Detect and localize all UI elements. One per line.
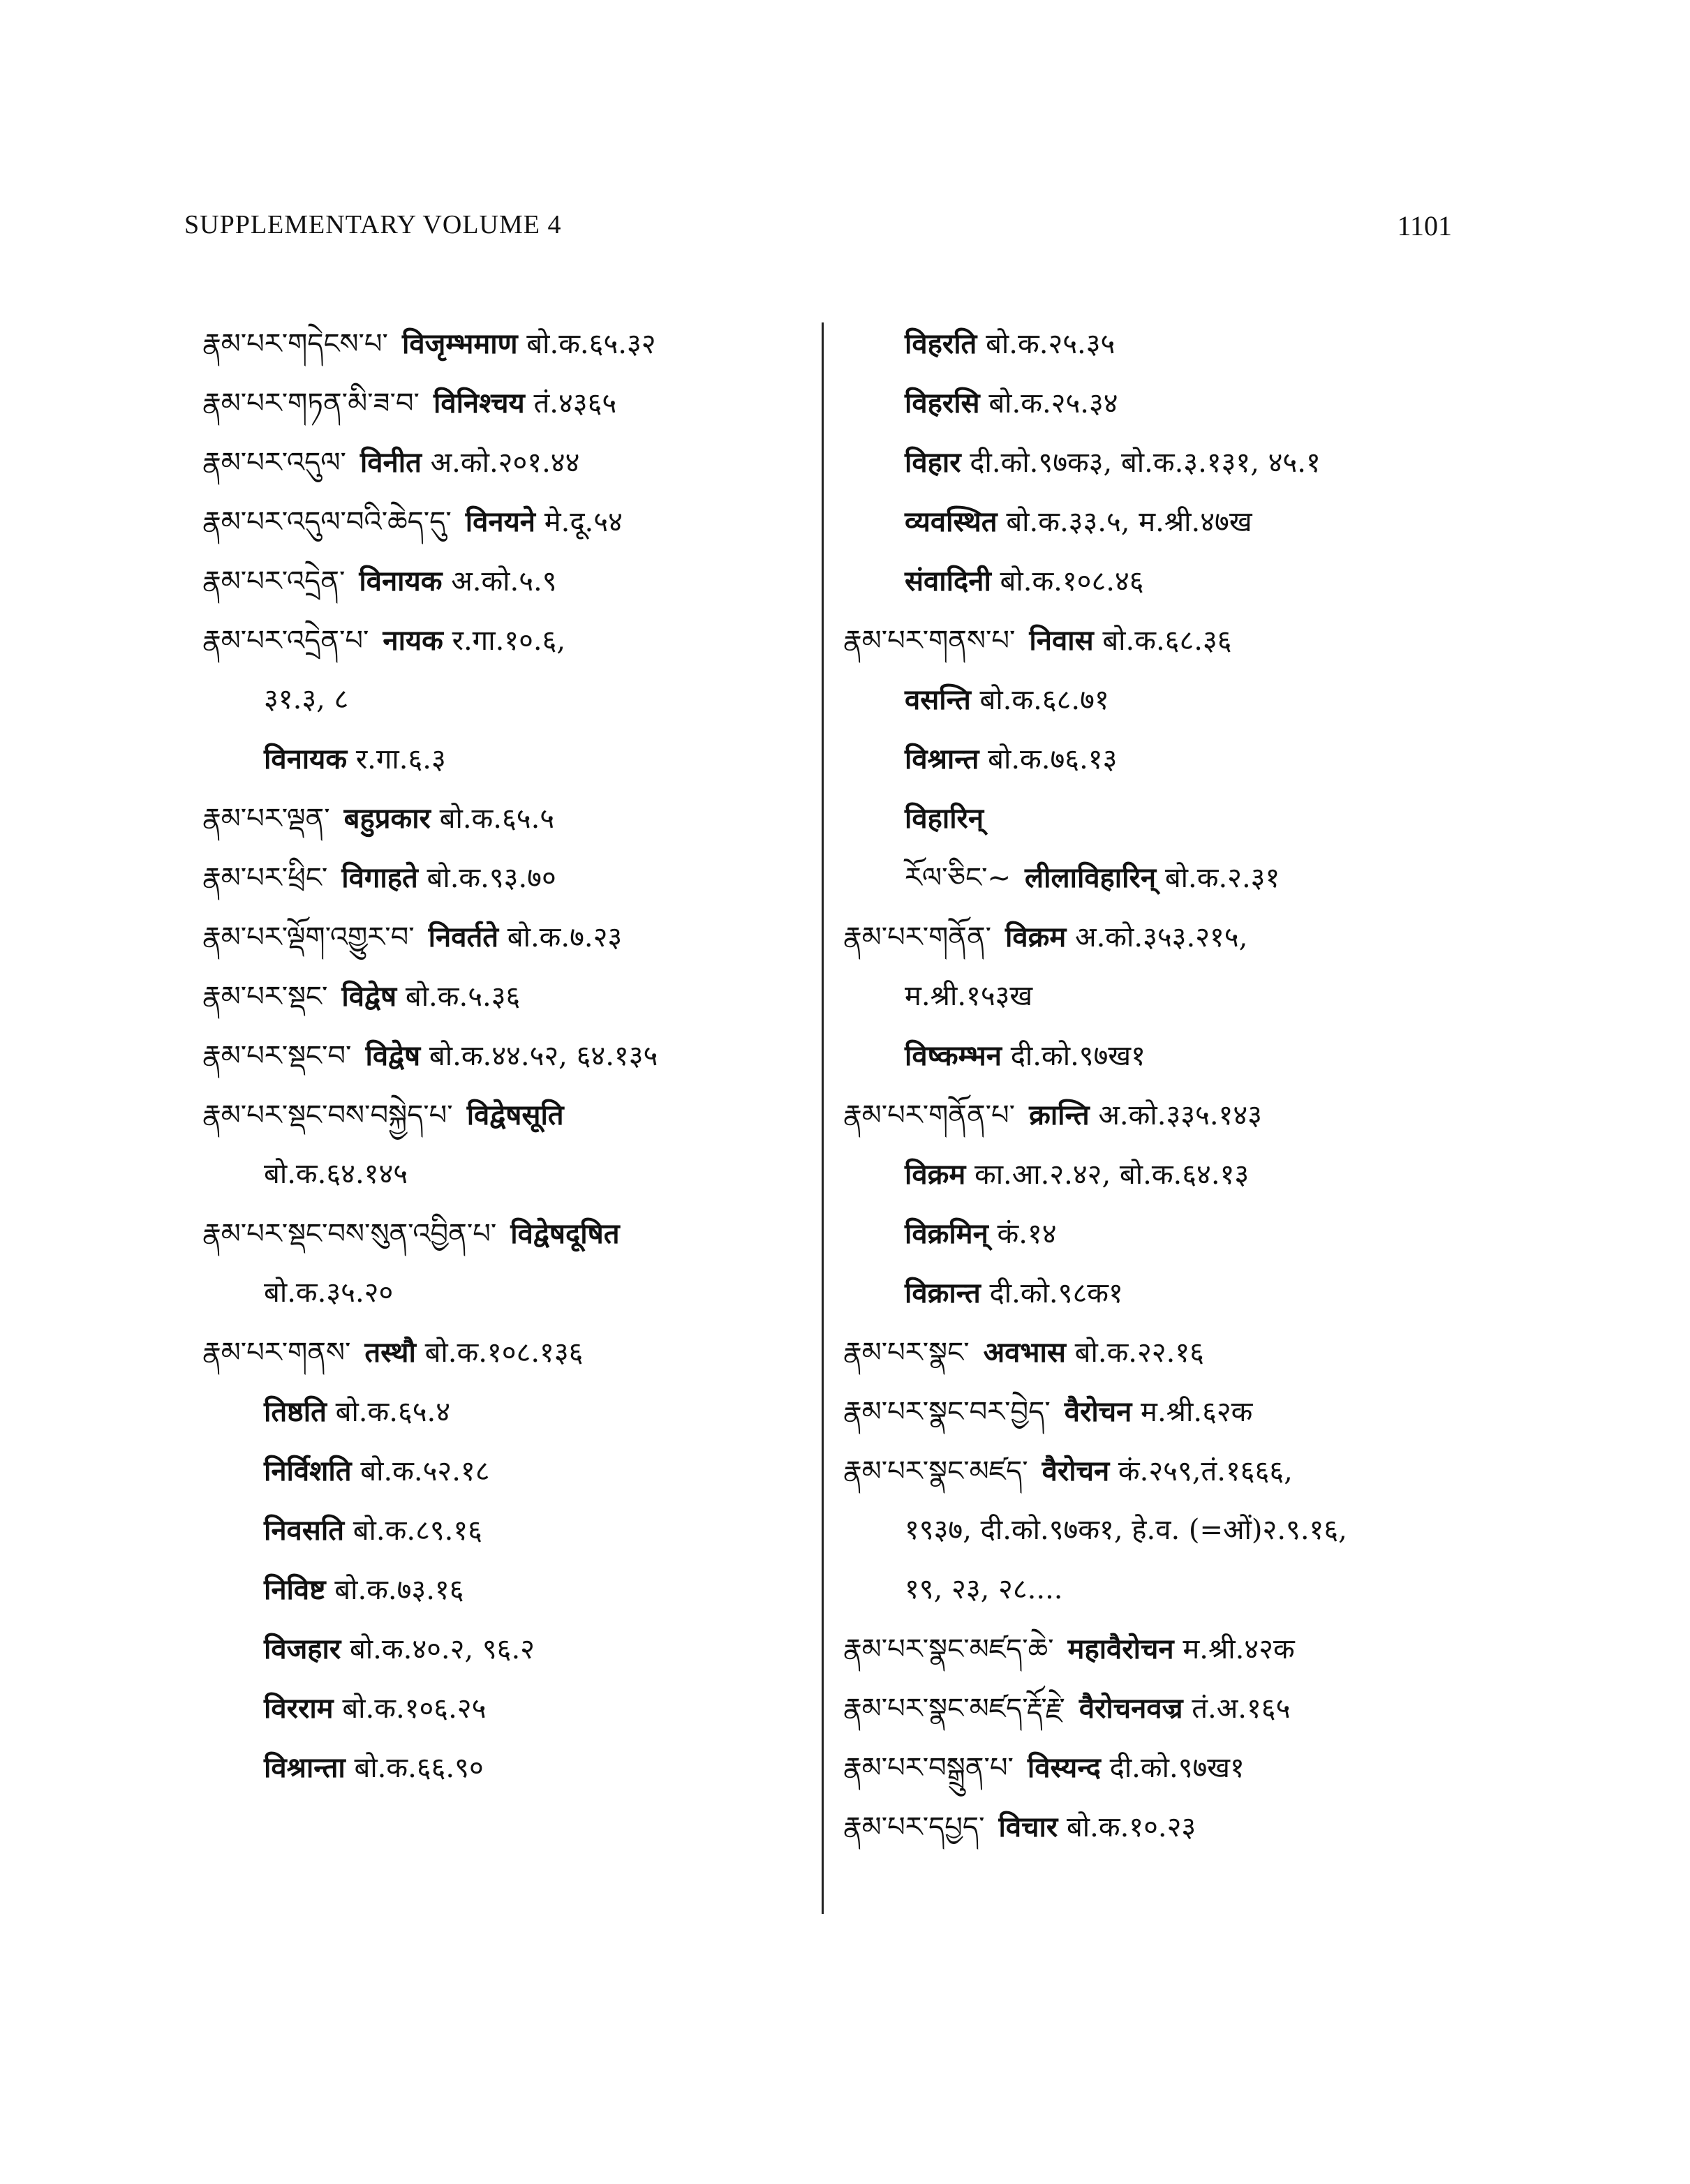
tibetan-term: རྣམ་པར་སྡང་བས་བསྐྱེད་པ་ [202,1099,453,1131]
column-divider [822,322,824,1914]
right-column [843,314,1472,1857]
sanskrit-headword: विद्वेषदूषित [510,1217,620,1250]
sanskrit-headword: विश्रान्ता [264,1751,346,1784]
sanskrit-headword: विगाहते [341,861,418,894]
sanskrit-headword: बहुप्रकार [343,802,431,835]
source-reference: बो.क.५२.१८ [360,1455,490,1487]
sanskrit-headword: क्रान्ति [1029,1099,1090,1131]
source-reference: बो.क.६५.३२ [526,328,656,360]
sanskrit-headword: निवर्तते [428,921,499,953]
dictionary-entry [843,373,1472,433]
tibetan-term: རོལ་ཅིང་~ [905,862,1011,894]
source-reference: ३१.३, ८ [264,683,349,715]
tibetan-term: རྣམ་པར་གནོན་ [843,921,992,953]
source-reference: र.गा.१०.६, [452,625,566,657]
source-reference: तं.अ.१६५ [1192,1693,1291,1725]
source-reference: म.श्री.६२क [1141,1396,1253,1428]
dictionary-entry [202,492,817,551]
dictionary-entry [202,1679,817,1738]
source-reference: बो.क.१०८.१३६ [424,1337,584,1369]
dictionary-entry [843,1382,1472,1441]
source-reference: का.आ.२.४२, बो.क.६४.१३ [974,1159,1250,1191]
sanskrit-headword: विस्यन्द [1027,1751,1101,1784]
source-reference: म.श्री.४२क [1183,1633,1295,1665]
sanskrit-headword: विश्रान्त [905,743,979,775]
source-reference: बो.क.७३.१६ [334,1574,464,1606]
dictionary-entry [202,1145,817,1204]
dictionary-entry [202,1026,817,1085]
left-column [202,314,817,1797]
tibetan-term: རྣམ་པར་གནས་པ་ [843,625,1016,657]
sanskrit-headword: वैरोचन [1042,1455,1110,1487]
source-reference: बो.क.६८.७१ [979,684,1109,716]
page-header [184,209,1452,251]
sanskrit-headword: विद्वेष [365,1039,421,1072]
sanskrit-headword: वैरोचनवज्र [1079,1692,1183,1725]
source-reference: कं.२५९,तं.१६६६, [1118,1455,1293,1487]
dictionary-entry [202,433,817,492]
sanskrit-headword: विक्रम [1005,921,1067,953]
source-reference: बो.क.६५.५ [439,803,555,835]
sanskrit-headword: विरराम [264,1692,334,1725]
tibetan-term: རྣམ་པར་གནས་ [202,1337,351,1369]
source-reference: बो.क.४४.५२, ६४.१३५ [429,1040,658,1072]
tibetan-term: རྣམ་པར་འདུལ་ [202,447,346,479]
source-reference: बो.क.७.२३ [507,921,623,953]
dictionary-entry [202,1501,817,1560]
dictionary-entry [202,1204,817,1263]
dictionary-entry [843,1501,1472,1560]
dictionary-entry [843,1797,1472,1857]
source-reference: बो.क.१०६.२५ [342,1693,487,1725]
dictionary-entry [843,848,1472,907]
source-reference: दी.को.९७क३, बो.क.३.१३१, ४५.१ [970,447,1321,479]
source-reference: बो.क.४०.२, ९६.२ [349,1633,535,1665]
dictionary-entry [202,967,817,1026]
sanskrit-headword: अवभास [983,1336,1066,1369]
dictionary-entry [202,314,817,373]
dictionary-entry [843,670,1472,729]
dictionary-entry [843,1323,1472,1382]
tibetan-term: རྣམ་པར་གནོན་པ་ [843,1099,1016,1131]
dictionary-entry [202,1560,817,1619]
source-reference: दी.को.९८क१ [989,1277,1123,1309]
sanskrit-headword: निविष्ट [264,1573,326,1606]
dictionary-entry [843,1679,1472,1738]
sanskrit-headword: विहरसि [905,387,980,419]
dictionary-entry [202,1619,817,1679]
dictionary-entry [843,1026,1472,1085]
sanskrit-headword: विनिश्चय [433,387,525,419]
dictionary-entry [843,1263,1472,1323]
sanskrit-headword: वसन्ति [905,683,971,716]
source-reference: दी.को.९७ख१ [1109,1752,1245,1784]
tibetan-term: རྣམ་པར་སྣང་མཛད་ [843,1455,1028,1487]
dictionary-entry [843,1441,1472,1501]
sanskrit-headword: विहरति [905,327,977,360]
sanskrit-headword: संवादिनी [905,565,991,597]
tibetan-term: རྣམ་པར་སྣང་ [843,1337,970,1369]
tibetan-term: རྣམ་པར་སྡང་བ་ [202,1040,352,1072]
dictionary-entry [202,551,817,611]
dictionary-entry [202,1441,817,1501]
source-reference: अ.को.३३५.१४३ [1098,1099,1262,1131]
dictionary-entry [843,967,1472,1026]
source-reference: अ.को.३५३.२१५, [1075,921,1248,953]
dictionary-entry [843,492,1472,551]
sanskrit-headword: विजहार [264,1633,341,1665]
dictionary-entry [202,373,817,433]
tibetan-term: རྣམ་པར་དཔྱད་ [843,1811,985,1843]
dictionary-entry [202,848,817,907]
source-reference: बो.क.२५.३४ [988,387,1118,419]
source-reference: बो.क.५.३६ [405,981,521,1013]
dictionary-entry [843,1085,1472,1145]
tibetan-term: རྣམ་པར་སྡང་ [202,981,328,1013]
page-number: 1101 [1397,210,1452,242]
sanskrit-headword: लीलाविहारिन् [1025,861,1157,894]
source-reference: तं.४३६५ [533,387,617,419]
sanskrit-headword: विनायक [264,743,348,775]
source-reference: बो.क.६४.१४५ [264,1158,408,1190]
tibetan-term: རྣམ་པར་སྣང་བར་བྱེད་ [843,1396,1051,1428]
source-reference: बो.क.९३.७० [427,862,556,894]
dictionary-entry [202,789,817,848]
source-reference: बो.क.६५.४ [335,1396,451,1428]
tibetan-term: རྣམ་པར་ལྡན་ [202,803,330,835]
sanskrit-headword: विनयने [465,505,535,538]
sanskrit-headword: विनायक [359,565,443,597]
dictionary-entry [843,789,1472,848]
sanskrit-headword: महावैरोचन [1067,1633,1174,1665]
dictionary-entry [202,1323,817,1382]
source-reference: अ.को.५.९ [451,565,557,597]
dictionary-entry [843,907,1472,967]
dictionary-entry [202,1085,817,1145]
tibetan-term: རྣམ་པར་སྣང་མཛད་རྡོ་རྗེ་ [843,1693,1065,1725]
source-reference: म.श्री.१५३ख [905,980,1033,1012]
dictionary-entry [843,611,1472,670]
sanskrit-headword: विजृम्भमाण [401,327,518,360]
dictionary-entry [202,611,817,670]
sanskrit-headword: विष्कम्भन [905,1039,1002,1072]
dictionary-entry [843,551,1472,611]
sanskrit-headword: विक्रम [905,1158,966,1191]
sanskrit-headword: निवास [1029,624,1094,657]
tibetan-term: རྣམ་པར་འདྲེན་པ་ [202,625,369,657]
source-reference: बो.क.३३.५, म.श्री.४७ख [1006,506,1252,538]
source-reference: बो.क.३५.२० [264,1277,394,1309]
tibetan-term: རྣམ་པར་ལྡོག་འགྱུར་བ་ [202,921,415,953]
sanskrit-headword: विचार [998,1811,1058,1843]
tibetan-term: རྣམ་པར་འདྲེན་ [202,565,346,597]
running-head: SUPPLEMENTARY VOLUME 4 [184,210,562,239]
dictionary-entry [843,433,1472,492]
sanskrit-headword: तिष्ठति [264,1395,327,1428]
sanskrit-headword: विद्वेषसूति [466,1099,564,1131]
source-reference: बो.क.८९.१६ [353,1515,482,1547]
source-reference: बो.क.१०.२३ [1066,1811,1196,1843]
tibetan-term: རྣམ་པར་འདུལ་བའི་ཆེད་དུ་ [202,506,452,538]
dictionary-entry [202,670,817,729]
source-reference: बो.क.१०८.४६ [1000,565,1144,597]
sanskrit-headword: निर्विशति [264,1455,352,1487]
sanskrit-headword: व्यवस्थित [905,505,998,538]
source-reference: कं.१४ [997,1218,1057,1250]
tibetan-term: རྣམ་པར་སྡང་བས་སུན་འབྱིན་པ་ [202,1218,497,1250]
sanskrit-headword: विक्रान्त [905,1277,981,1309]
source-reference: र.गा.६.३ [355,743,446,775]
source-reference: १९, २३, २८.... [905,1573,1063,1605]
tibetan-term: རྣམ་པར་སྣང་མཛད་ཆེ་ [843,1633,1054,1665]
dictionary-entry [843,729,1472,789]
dictionary-entry [843,1738,1472,1797]
sanskrit-headword: विनीत [360,446,422,479]
source-reference: बो.क.२.३१ [1164,862,1280,894]
dictionary-entry [843,314,1472,373]
source-reference: बो.क.६६.९० [354,1752,484,1784]
sanskrit-headword: विहार [905,446,961,479]
dictionary-entry [843,1145,1472,1204]
tibetan-term: རྣམ་པར་བསྒྲུན་པ་ [843,1752,1014,1784]
dictionary-entry [202,1738,817,1797]
sanskrit-headword: विहारिन् [905,802,984,835]
source-reference: अ.को.२०१.४४ [430,447,580,479]
sanskrit-headword: निवसति [264,1514,344,1547]
sanskrit-headword: नायक [383,624,443,657]
source-reference: मे.दू.५४ [544,506,623,538]
tibetan-term: རྣམ་པར་ཕྲིང་ [202,862,328,894]
dictionary-entry [843,1560,1472,1619]
sanskrit-headword: विद्वेष [341,980,397,1013]
sanskrit-headword: तस्थौ [364,1336,416,1369]
dictionary-entry [202,729,817,789]
tibetan-term: རྣམ་པར་གདེངས་པ་ [202,328,388,360]
dictionary-entry [202,1263,817,1323]
dictionary-entry [843,1204,1472,1263]
source-reference: बो.क.६८.३६ [1102,625,1232,657]
source-reference: १९३७, दी.को.९७क१, हे.व. (=ओं)२.९.१६, [905,1514,1347,1546]
tibetan-term: རྣམ་པར་གཏན་མི་ཟ་བ་ [202,387,420,419]
dictionary-entry [843,1619,1472,1679]
sanskrit-headword: विक्रमिन् [905,1217,988,1250]
sanskrit-headword: वैरोचन [1064,1395,1132,1428]
source-reference: बो.क.२२.१६ [1074,1337,1204,1369]
dictionary-entry [202,1382,817,1441]
source-reference: बो.क.७६.१३ [988,743,1118,775]
source-reference: बो.क.२५.३५ [986,328,1115,360]
source-reference: दी.को.९७ख१ [1010,1040,1146,1072]
dictionary-entry [202,907,817,967]
